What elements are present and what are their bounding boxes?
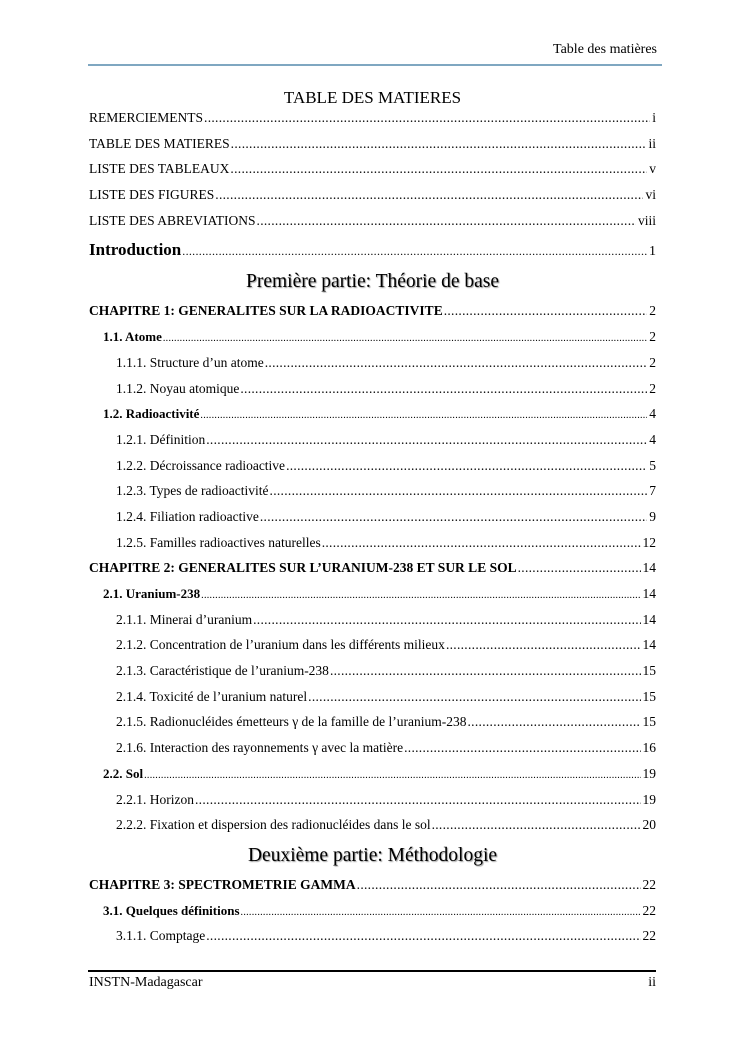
toc-entry-page: 2 xyxy=(649,329,656,345)
footer-institution: INSTN-Madagascar xyxy=(89,975,203,990)
dot-leader xyxy=(286,458,647,474)
toc-entry-page: ii xyxy=(648,135,656,151)
toc-entry-sub[interactable] xyxy=(89,788,656,814)
toc-entry-label: 2.2.2. Fixation et dispersion des radionucléides dans le sol xyxy=(116,817,431,833)
toc-entry-page: 14 xyxy=(642,560,656,576)
header-rule xyxy=(88,64,662,66)
footer-rule xyxy=(88,970,656,972)
toc-entry-page: 4 xyxy=(649,431,656,447)
toc-entry-label: 2.1.5. Radionucléides émetteurs γ de la famille de l’uranium-238 xyxy=(116,714,467,730)
toc-entry-page: 15 xyxy=(642,688,656,704)
dot-leader xyxy=(204,110,650,126)
dot-leader xyxy=(404,740,640,756)
toc-entry-label: 1.2.2. Décroissance radioactive xyxy=(116,457,286,473)
toc-entry-page: 12 xyxy=(642,534,656,550)
toc-entry-front[interactable] xyxy=(89,106,656,132)
dot-leader xyxy=(257,213,636,229)
toc-entry-label: 3.1. Quelques définitions xyxy=(103,902,240,918)
dot-leader xyxy=(206,432,647,448)
toc-entry-label: 3.1.1. Comptage xyxy=(116,928,206,944)
dot-leader xyxy=(357,877,641,893)
toc-entry-label: 2.1.3. Caractéristique de l’uranium-238 xyxy=(116,663,329,679)
toc-entry-label: 2.1.4. Toxicité de l’uranium naturel xyxy=(116,688,308,704)
toc-entry-chapter[interactable] xyxy=(89,873,656,899)
toc-entry-label: 1.1.2. Noyau atomique xyxy=(116,380,240,396)
dot-leader xyxy=(518,560,641,576)
toc-entry-sub[interactable] xyxy=(89,659,656,685)
toc-entry-sub[interactable] xyxy=(89,633,656,659)
dot-leader xyxy=(240,381,647,397)
toc-entry-page: 16 xyxy=(642,740,656,756)
part-heading: Deuxième partie: Méthodologie xyxy=(247,844,498,866)
dot-leader xyxy=(200,410,647,421)
toc-entry-front[interactable] xyxy=(89,157,656,183)
toc-entry-sub[interactable] xyxy=(89,531,656,557)
toc-entry-sub[interactable] xyxy=(89,505,656,531)
toc-entry-sub[interactable] xyxy=(89,710,656,736)
toc-entry-sub[interactable] xyxy=(89,351,656,377)
toc-entry-page: 4 xyxy=(649,406,656,422)
toc-entry-label: 1.2.3. Types de radioactivité xyxy=(116,483,269,499)
dot-leader xyxy=(163,333,647,344)
dot-leader xyxy=(241,907,641,918)
toc-entry-page: 19 xyxy=(642,765,656,781)
toc-entry-label: 1.1. Atome xyxy=(103,329,162,345)
toc-entry-label: LISTE DES FIGURES xyxy=(89,187,215,203)
toc-entry-sub[interactable] xyxy=(89,428,656,454)
dot-leader xyxy=(195,792,641,808)
toc-entry-sub[interactable] xyxy=(89,924,656,950)
toc-entry-page: vi xyxy=(645,187,656,203)
toc-entry-label: LISTE DES TABLEAUX xyxy=(89,161,230,177)
toc-entry-page: 14 xyxy=(642,637,656,653)
dot-leader xyxy=(468,714,641,730)
toc-entry-label: 2.1.6. Interaction des rayonnements γ avec la matière xyxy=(116,740,404,756)
toc-entry-page: 19 xyxy=(642,791,656,807)
toc-entry-page: 5 xyxy=(649,457,656,473)
toc-entry-page: 2 xyxy=(649,303,656,319)
toc-entry-page: v xyxy=(649,161,656,177)
toc-entry-label: CHAPITRE 3: SPECTROMETRIE GAMMA xyxy=(89,876,356,892)
toc-entry-chapter[interactable] xyxy=(89,556,656,582)
toc-entry-label: 2.2.1. Horizon xyxy=(116,791,194,807)
toc-entry-front[interactable] xyxy=(89,132,656,158)
toc-entry-label: TABLE DES MATIERES xyxy=(89,135,230,151)
toc-entry-label: 2.1.2. Concentration de l’uranium dans les différents milieux xyxy=(116,637,445,653)
toc-entry-label: 2.2. Sol xyxy=(103,765,144,781)
toc-entry-page: 22 xyxy=(642,876,656,892)
dot-leader xyxy=(322,535,641,551)
toc-entry-sub[interactable] xyxy=(89,736,656,762)
part-heading: Première partie: Théorie de base xyxy=(245,271,500,293)
toc-entry-front[interactable] xyxy=(89,209,656,235)
dot-leader xyxy=(446,637,641,653)
dot-leader xyxy=(270,483,648,499)
dot-leader xyxy=(144,770,640,781)
toc-title: TABLE DES MATIERES xyxy=(283,88,462,107)
dot-leader xyxy=(231,136,647,152)
toc-entry-label: 1.2.1. Définition xyxy=(116,431,206,447)
toc-entry-label: CHAPITRE 1: GENERALITES SUR LA RADIOACTIVITE xyxy=(89,303,443,319)
toc-entry-page: 14 xyxy=(642,586,656,601)
dot-leader xyxy=(444,303,648,319)
toc-entry-label: 2.1. Uranium-238 xyxy=(103,586,201,601)
dot-leader xyxy=(201,590,640,601)
toc-entry-page: 1 xyxy=(649,244,656,260)
toc-entry-page: 2 xyxy=(649,354,656,370)
toc-entry-label: 1.1.1. Structure d’un atome xyxy=(116,354,264,370)
toc-entry-page: 20 xyxy=(642,817,656,833)
toc-entry-page: 2 xyxy=(649,380,656,396)
toc-entry-page: 15 xyxy=(642,714,656,730)
dot-leader xyxy=(253,612,640,628)
dot-leader xyxy=(308,689,640,705)
toc-entry-page: 22 xyxy=(642,928,656,944)
toc-entry-page: 14 xyxy=(642,611,656,627)
toc-entry-section[interactable] xyxy=(89,582,656,608)
toc-entry-sub[interactable] xyxy=(89,813,656,839)
toc-entry-label: 1.2.4. Filiation radioactive xyxy=(116,508,259,524)
toc-entry-label: 1.2.5. Familles radioactives naturelles xyxy=(116,534,321,550)
toc-entry-page: 15 xyxy=(642,663,656,679)
toc-entry-section[interactable] xyxy=(89,762,656,788)
toc-entry-page: 9 xyxy=(649,508,656,524)
dot-leader xyxy=(260,509,647,525)
toc-entry-page: 7 xyxy=(649,483,656,499)
toc-entry-front[interactable] xyxy=(89,183,656,209)
toc-entry-page: i xyxy=(652,110,656,125)
toc-entry-page: viii xyxy=(637,212,656,228)
toc-entry-label: REMERCIEMENTS xyxy=(89,110,204,125)
header-title: Table des matières xyxy=(553,42,657,57)
toc-list xyxy=(89,106,656,950)
toc-entry-section[interactable] xyxy=(89,325,656,351)
toc-entry-chapter[interactable] xyxy=(89,299,656,325)
toc-entry-section[interactable] xyxy=(89,402,656,428)
toc-entry-page: 22 xyxy=(642,902,656,918)
toc-entry-sub[interactable] xyxy=(89,454,656,480)
toc-entry-sub[interactable] xyxy=(89,608,656,634)
toc-entry-label: 1.2. Radioactivité xyxy=(103,406,200,422)
dot-leader xyxy=(265,355,648,371)
footer-page-number: ii xyxy=(648,975,656,990)
dot-leader xyxy=(432,817,641,833)
dot-leader xyxy=(182,244,647,259)
toc-entry-section[interactable] xyxy=(89,899,656,925)
dot-leader xyxy=(215,187,643,203)
toc-entry-label: 2.1.1. Minerai d’uranium xyxy=(116,611,253,627)
toc-entry-label: Introduction xyxy=(89,240,182,260)
dot-leader xyxy=(206,928,640,944)
dot-leader xyxy=(230,161,647,177)
toc-entry-sub[interactable] xyxy=(89,479,656,505)
toc-entry-label: LISTE DES ABREVIATIONS xyxy=(89,212,256,228)
toc-entry-sub[interactable] xyxy=(89,685,656,711)
toc-entry-sub[interactable] xyxy=(89,377,656,403)
dot-leader xyxy=(330,663,641,679)
toc-entry-intro[interactable] xyxy=(89,234,656,265)
toc-entry-label: CHAPITRE 2: GENERALITES SUR L’URANIUM-238 ET SUR LE SOL xyxy=(89,560,517,576)
